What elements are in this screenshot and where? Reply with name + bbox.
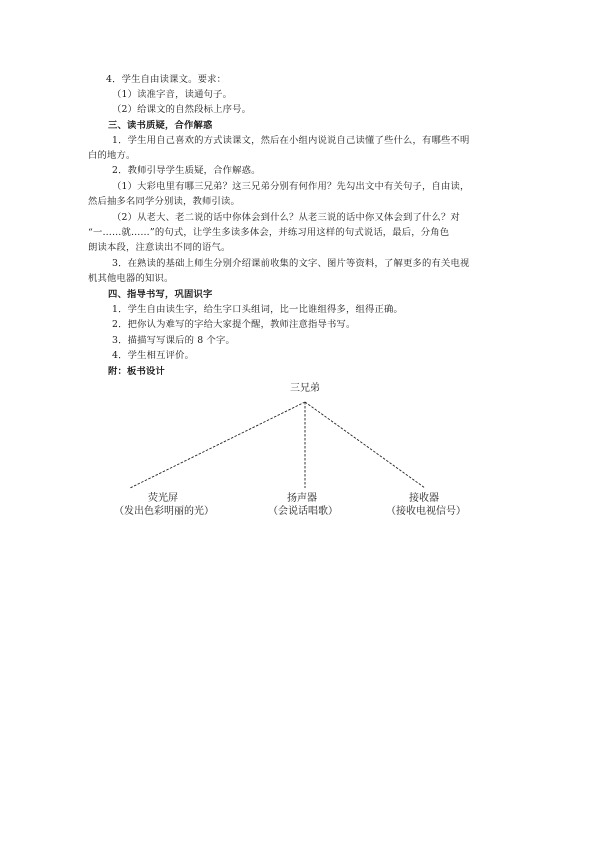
text-line: 2．教师引导学生质疑，合作解惑。: [112, 165, 261, 176]
connector-right: [305, 402, 425, 488]
node-name: 接收器: [409, 493, 439, 504]
text-line: “一……就……”的句式，让学生多读多体会，并练习用这样的句式说话，最后，分角色: [88, 227, 450, 238]
section-heading: 四、指导书写，巩固识字: [108, 289, 213, 300]
text-line: 4．学生相互评价。: [112, 350, 195, 361]
node-desc: （发出色彩明丽的光）: [114, 506, 214, 517]
text-line: 3．在熟读的基础上师生分别介绍课前收集的文字、图片等资料，了解更多的有关电视: [112, 258, 470, 269]
text-line: 机其他电器的知识。: [88, 273, 174, 284]
text-line: 1．学生自由读生字，给生字口头组词，比一比谁组得多，组得正确。: [112, 304, 404, 315]
node-desc: （会说话唱歌）: [268, 506, 338, 517]
text-line: 2．把你认为难写的字给大家提个醒，教师注意指导书写。: [112, 319, 356, 330]
text-line: 然后抽多名同学分别读，教师引读。: [88, 196, 240, 207]
text-line: 朗读本段，注意读出不同的语气。: [88, 242, 231, 253]
text-line: （2）给课文的自然段标上序号。: [112, 104, 252, 115]
node-desc: （接收电视信号）: [386, 506, 466, 517]
connector-left: [130, 402, 305, 488]
board-design-diagram: [100, 380, 500, 530]
node-name: 扬声器: [287, 493, 317, 504]
section-heading: 三、读书质疑，合作解惑: [108, 120, 213, 131]
appendix-heading: 附：板书设计: [108, 366, 165, 377]
text-line: 白的地方。: [88, 150, 136, 161]
text-line: （1）读准字音，读通句子。: [112, 89, 233, 100]
text-line: （2）从老大、老二说的话中你体会到什么？从老三说的话中你又体会到了什么？对: [112, 212, 461, 223]
text-line: （1）大彩电里有哪三兄弟？这三兄弟分别有何作用？先勾出文中有关句子，自由读，: [112, 181, 470, 192]
text-line: 4．学生自由读课文。要求：: [106, 74, 227, 85]
text-line: 3．描描写写课后的 8 个字。: [112, 335, 236, 346]
text-line: 1．学生用自己喜欢的方式读课文，然后在小组内说说自己读懂了些什么，有哪些不明: [112, 135, 470, 146]
node-name: 荧光屏: [148, 493, 178, 504]
board-title: 三兄弟: [290, 383, 320, 394]
